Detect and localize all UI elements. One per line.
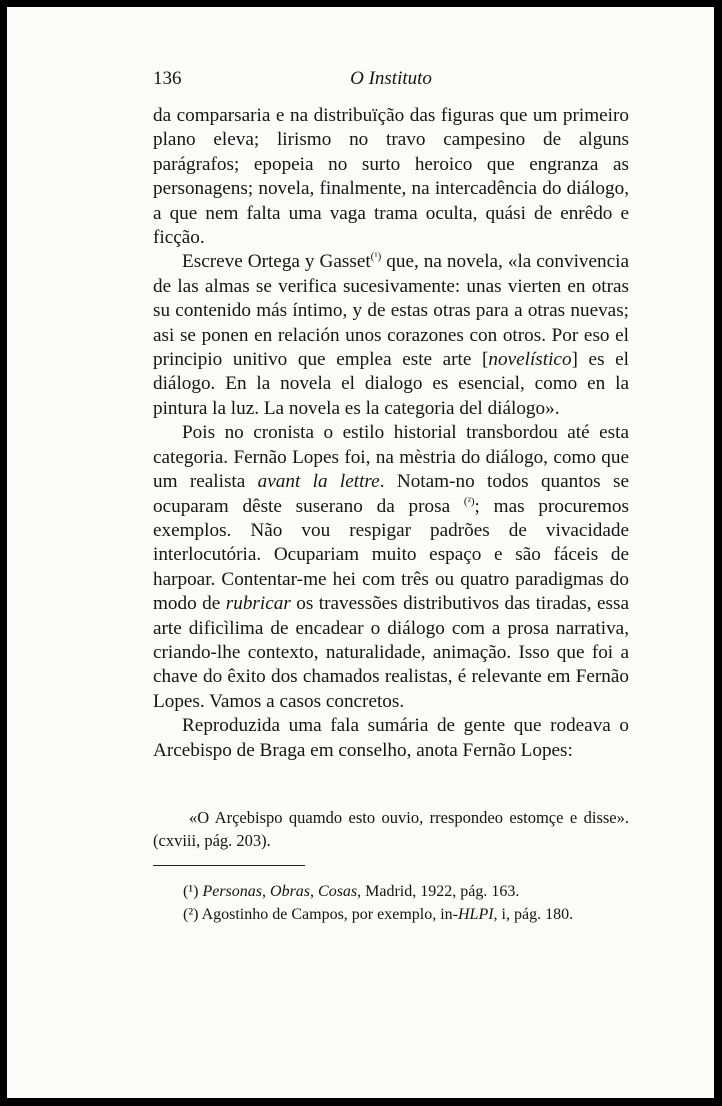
- paragraph-2-italic: novelístico: [488, 349, 572, 371]
- footnote-2-text-a: Agostinho de Campos, por exemplo, in-: [198, 905, 458, 923]
- footnotes: [153, 881, 629, 926]
- footnote-1-title: Personas, Obras, Cosas,: [202, 883, 362, 900]
- footnote-2-number: (²): [183, 905, 199, 923]
- footnote-1-text: Madrid, 1922, pág. 163.: [361, 883, 520, 900]
- paragraph-2-text-c: ] es el diálogo. En la novela el dialogo es esencial, como en la pintura la luz. La novela es la categoria del diálogo».: [153, 349, 629, 419]
- paragraph-1: da comparsaria e na distribuïção das figuras que um primeiro plano eleva; lirismo no travo campesino de alguns parágrafos; epopeia no surto heroico que engranza as personagens; novela, finalmente, na intercadência do diálogo, a que nem falta uma vaga trama oculta, quási de enrêdo e ficção.: [153, 105, 629, 249]
- footnote-2-italic: HLPI,: [457, 905, 498, 923]
- page-number: 136: [153, 68, 182, 89]
- paragraph-2-text-a: Escreve Ortega y Gasset: [182, 251, 371, 273]
- paragraph-3-text-a: Pois no cronista o estilo historial transbordou até esta categoria. Fernão Lopes foi, na mèstria do diálogo, como que um realista: [153, 422, 629, 493]
- paragraph-3-italic-2: rubricar: [225, 593, 291, 615]
- book-page: [7, 7, 714, 1098]
- running-title: O Instituto: [350, 68, 432, 89]
- footnote-2: [153, 904, 629, 927]
- paragraph-3: [153, 421, 629, 714]
- paragraph-3-text-b: . Notam-no todos quantos se ocuparam dêste suserano da prosa: [153, 471, 629, 517]
- footnote-ref-1: (¹): [370, 251, 382, 264]
- block-quote: [153, 807, 629, 852]
- footnote-ref-2: (²): [463, 495, 475, 508]
- paragraph-3-text-d: os travessões distributivos das tiradas, essa arte dificìlima de encadear o diálogo com a prosa narrativa, criando-lhe contexto, naturalidade, animação. Isso que foi a chave do êxito dos chamados realistas, é relevante em Fernão Lopes. Vamos a casos concretos.: [153, 593, 629, 712]
- paragraph-3-italic: avant la lettre: [257, 471, 380, 493]
- paragraph-3-text-c: ; mas procuremos exemplos. Não vou respigar padrões de vivacidade interlocutória. Ocupariam muito espaço e são fáceis de harpoar. Contentar-me hei com três ou quatro paradigmas do modo de: [153, 495, 629, 615]
- quote-text: «O Arçebispo quamdo esto ouvio, rrespondeo estomçe e disse». (cxviii, pág. 203).: [153, 808, 629, 850]
- page-header: [153, 68, 629, 94]
- footnote-separator: [153, 865, 305, 866]
- paragraph-2-text-b: que, na novela, «la convivencia de las almas se verifica sucesivamente: unas vierten en otras su contenido más íntimo, y de estas otras para a otras nuevas; asi se ponen en relación unos corazones con otros. Por eso el principio unitivo que emplea este arte [: [153, 251, 629, 371]
- footnote-1: [153, 881, 629, 904]
- paragraph-4: Reproduzida uma fala sumária de gente que rodeava o Arcebispo de Braga em conselho, anota Fernão Lopes:: [153, 715, 629, 761]
- footnote-2-text-b: i, pág. 180.: [497, 905, 574, 923]
- paragraph-2: [153, 250, 629, 421]
- footnote-1-number: (¹): [183, 883, 199, 900]
- body-text: [153, 104, 629, 763]
